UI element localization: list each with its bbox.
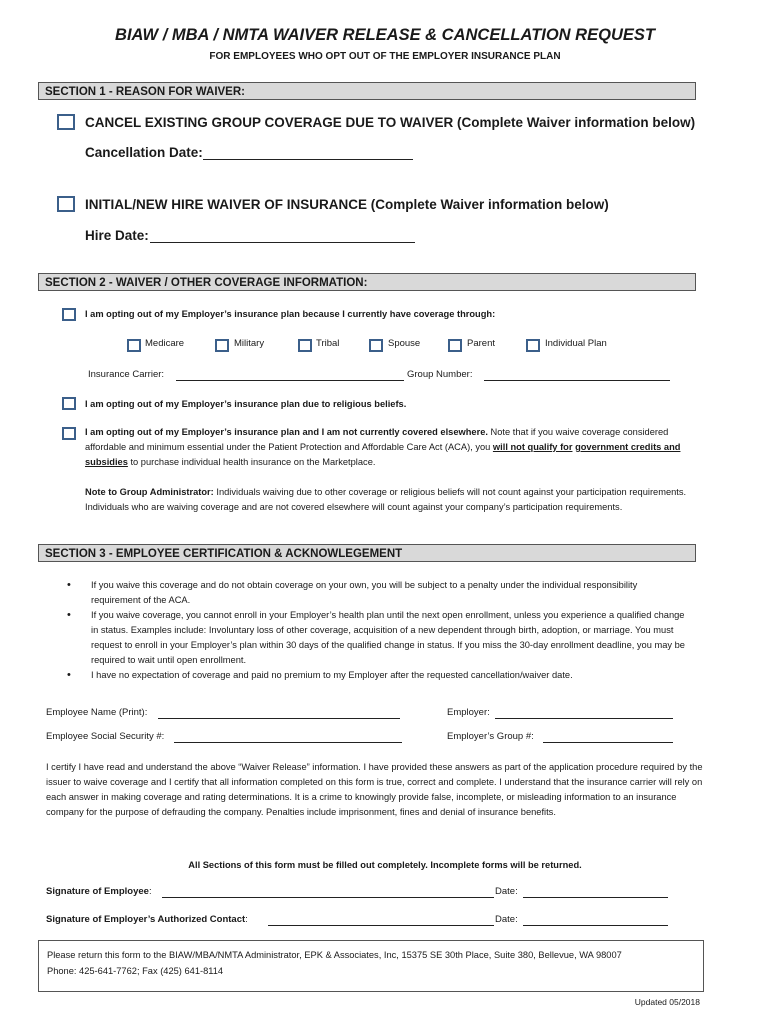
other-coverage-label: I am opting out of my Employer’s insurance plan because I currently have coverage through: — [85, 309, 496, 319]
return-address: Please return this form to the BIAW/MBA/NMTA Administrator, EPK & Associates, Inc, 15375 SE 30th Place, Suite 380, Bellevue, WA 98007 — [47, 950, 622, 960]
section2-heading: SECTION 2 - WAIVER / OTHER COVERAGE INFORMATION: — [38, 273, 696, 291]
list-item: • I have no expectation of coverage and paid no premium to my Employer after the requested cancellation/waiver date. — [62, 668, 687, 683]
other-coverage-checkbox[interactable] — [62, 308, 76, 321]
not-covered-body: Note that if you waive coverage considered affordable and minimum essential under the Patient Protection and Affordable Care Act (ACA), you — [85, 427, 669, 452]
updated-date: Updated 05/2018 — [634, 997, 700, 1007]
medicare-checkbox[interactable] — [127, 339, 141, 352]
contact-phone: Phone: 425-641-7762; Fax (425) 641-8114 — [47, 966, 224, 976]
employee-date-field[interactable] — [523, 884, 668, 898]
contact-signature-label: Signature of Employer’s Authorized Contact: — [46, 914, 248, 925]
admin-note-label: Note to Group Administrator: — [85, 487, 214, 497]
tribal-label: Tribal — [316, 338, 340, 349]
section1-heading: SECTION 1 - REASON FOR WAIVER: — [38, 82, 696, 100]
hire-date-label: Hire Date: — [85, 228, 149, 243]
employee-signature-label: Signature of Employee: — [46, 886, 152, 897]
spouse-label: Spouse — [388, 338, 421, 349]
hire-date-field[interactable] — [150, 228, 415, 243]
spouse-checkbox[interactable] — [369, 339, 383, 352]
admin-note — [85, 485, 690, 515]
section3-heading: SECTION 3 - EMPLOYEE CERTIFICATION & ACKNOWLEGEMENT — [38, 544, 696, 562]
employee-name-field[interactable] — [158, 705, 400, 719]
return-instructions-box — [38, 940, 704, 992]
not-covered-checkbox[interactable] — [62, 427, 76, 440]
parent-label: Parent — [467, 338, 495, 349]
individual-plan-checkbox[interactable] — [526, 339, 540, 352]
tribal-checkbox[interactable] — [298, 339, 312, 352]
credits-subsidies-emphasis: government credits and subsidies — [85, 442, 681, 467]
contact-date-field[interactable] — [523, 912, 668, 926]
religious-beliefs-checkbox[interactable] — [62, 397, 76, 410]
completion-notice: All Sections of this form must be filled out completely. Incomplete forms will be returned. — [188, 860, 582, 870]
cancel-coverage-label: CANCEL EXISTING GROUP COVERAGE DUE TO WAIVER (Complete Waiver information below) — [85, 115, 696, 130]
group-number-label: Group Number: — [407, 369, 473, 380]
acknowledgement-list — [62, 578, 687, 683]
contact-signature-field[interactable] — [268, 912, 494, 926]
list-item: • If you waive coverage, you cannot enroll in your Employer’s health plan until the next open enrollment, unless you experience a qualified change in status. Examples include: Involuntary loss of other coverage, acquisition of a new dependent through birth, adoption, or marriage. You must request to enroll in your Employer’s plan within 30 days of the qualified change in status. If you miss the 30-day enrollment deadline, you may be required to wait until open enrollment. — [62, 608, 687, 668]
insurance-carrier-field[interactable] — [176, 367, 404, 381]
religious-beliefs-label: I am opting out of my Employer’s insurance plan due to religious beliefs. — [85, 399, 407, 409]
cancellation-date-label: Cancellation Date: — [85, 145, 203, 160]
employee-date-label: Date: — [495, 886, 518, 897]
employer-field[interactable] — [495, 705, 673, 719]
employee-ssn-field[interactable] — [174, 729, 402, 743]
cancel-coverage-checkbox[interactable] — [57, 114, 75, 130]
list-item: • If you waive this coverage and do not obtain coverage on your own, you will be subject to a penalty under the individual responsibility requirement of the ACA. — [62, 578, 687, 608]
military-checkbox[interactable] — [215, 339, 229, 352]
cancellation-date-field[interactable] — [203, 145, 413, 160]
employer-group-label: Employer’s Group #: — [447, 731, 534, 742]
group-number-field[interactable] — [484, 367, 670, 381]
new-hire-waiver-label: INITIAL/NEW HIRE WAIVER OF INSURANCE (Complete Waiver information below) — [85, 197, 609, 212]
form-title: BIAW / MBA / NMTA WAIVER RELEASE & CANCELLATION REQUEST — [115, 26, 655, 44]
employee-name-label: Employee Name (Print): — [46, 707, 148, 718]
contact-date-label: Date: — [495, 914, 518, 925]
employee-signature-field[interactable] — [162, 884, 494, 898]
new-hire-waiver-checkbox[interactable] — [57, 196, 75, 212]
not-qualify-emphasis: will not qualify for — [492, 442, 573, 452]
employer-label: Employer: — [447, 707, 490, 718]
parent-checkbox[interactable] — [448, 339, 462, 352]
not-covered-body-end: to purchase individual health insurance on the Marketplace. — [127, 457, 376, 467]
admin-note-text: Individuals waiving due to other coverage or religious beliefs will not count against your participation requirements. Individuals who are waiving coverage and are not covered elsewhere will count against your company’s participation requirements. — [85, 487, 687, 512]
employer-group-field[interactable] — [543, 729, 673, 743]
employee-ssn-label: Employee Social Security #: — [46, 731, 165, 742]
insurance-carrier-label: Insurance Carrier: — [88, 369, 165, 380]
form-subtitle: FOR EMPLOYEES WHO OPT OUT OF THE EMPLOYER INSURANCE PLAN — [209, 51, 561, 62]
medicare-label: Medicare — [145, 338, 185, 349]
individual-plan-label: Individual Plan — [545, 338, 607, 349]
military-label: Military — [234, 338, 265, 349]
certification-statement: I certify I have read and understand the above “Waiver Release” information. I have provided these answers as part of the application procedure required by the issuer to waive coverage and I certify that all information completed on this form is true, correct and complete. I understand that the insurance carrier will rely on each answer in making coverage and rating determinations. It is a crime to knowingly provide false, incomplete, or misleading information to an insurance company for the purpose of defrauding the company. Penalties include imprisonment, fines and denial of insurance benefits. — [46, 762, 703, 817]
not-covered-text — [85, 425, 690, 470]
not-covered-bold: I am opting out of my Employer’s insurance plan and I am not currently covered elsewhere. — [85, 427, 488, 437]
